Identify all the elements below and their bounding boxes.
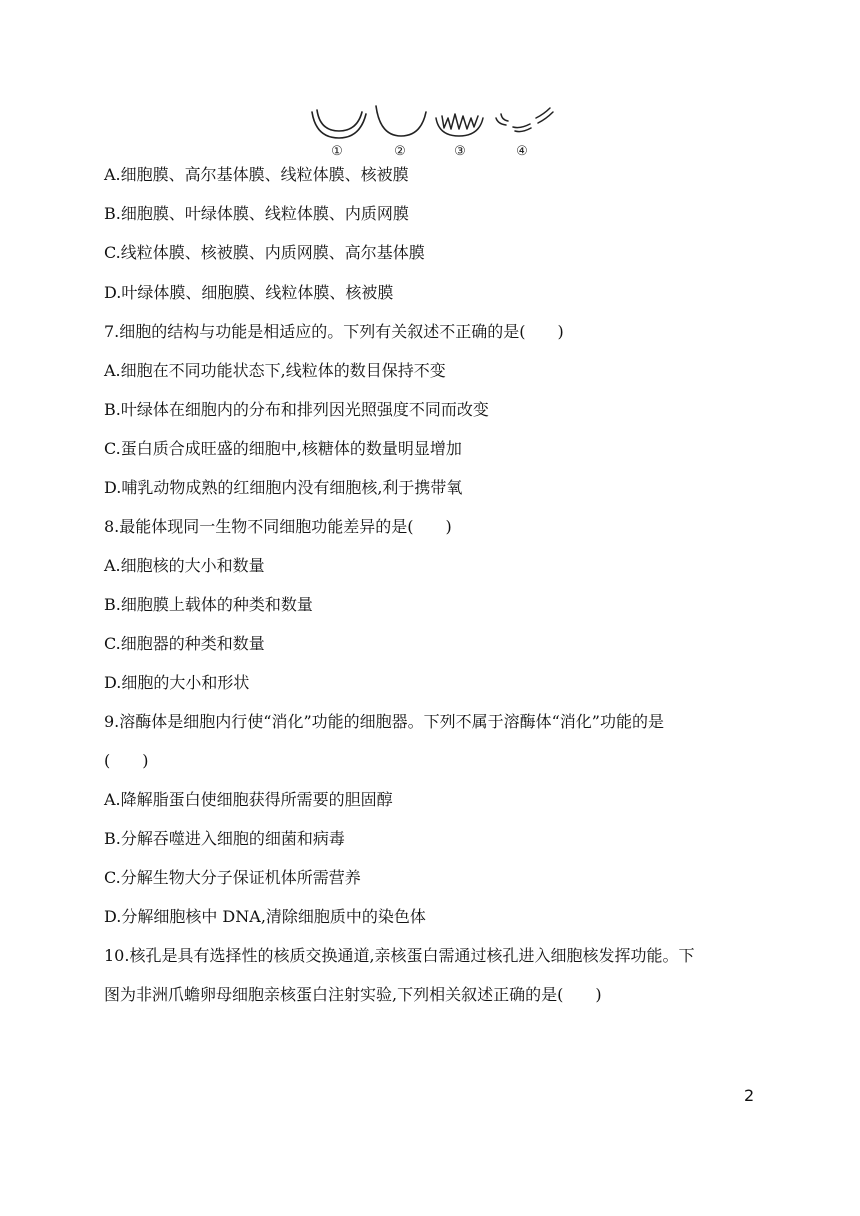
option-6a: A.细胞膜、高尔基体膜、线粒体膜、核被膜 (104, 165, 409, 184)
membrane-diagram-2 (376, 106, 426, 136)
membrane-structure-figure (308, 100, 558, 158)
option-8c: C.细胞器的种类和数量 (104, 634, 265, 653)
question-10-line-2: 图为非洲爪蟾卵母细胞亲核蛋白注射实验,下列相关叙述正确的是( ) (104, 985, 602, 1004)
option-7d: D.哺乳动物成熟的红细胞内没有细胞核,利于携带氧 (104, 478, 463, 497)
membrane-diagram-4 (496, 108, 553, 132)
page-number: 2 (744, 1086, 755, 1105)
option-7c: C.蛋白质合成旺盛的细胞中,核糖体的数量明显增加 (104, 439, 462, 458)
question-9-bracket: ( ) (104, 751, 149, 770)
option-9d: D.分解细胞核中 DNA,清除细胞质中的染色体 (104, 907, 426, 926)
figure-label-4: ④ (516, 144, 528, 158)
option-6b: B.细胞膜、叶绿体膜、线粒体膜、内质网膜 (104, 204, 409, 223)
membrane-diagram-3 (436, 114, 483, 136)
option-8b: B.细胞膜上载体的种类和数量 (104, 595, 313, 614)
option-7a: A.细胞在不同功能状态下,线粒体的数目保持不变 (104, 361, 446, 380)
option-8a: A.细胞核的大小和数量 (104, 556, 265, 575)
membrane-diagram-1 (312, 110, 366, 138)
figure-label-3: ③ (454, 144, 466, 158)
option-7b: B.叶绿体在细胞内的分布和排列因光照强度不同而改变 (104, 400, 489, 419)
question-9: 9.溶酶体是细胞内行使“消化”功能的细胞器。下列不属于溶酶体“消化”功能的是 (104, 712, 664, 731)
option-9a: A.降解脂蛋白使细胞获得所需要的胆固醇 (104, 790, 393, 809)
question-7: 7.细胞的结构与功能是相适应的。下列有关叙述不正确的是( ) (104, 322, 564, 341)
question-8: 8.最能体现同一生物不同细胞功能差异的是( ) (104, 517, 452, 536)
option-8d: D.细胞的大小和形状 (104, 673, 250, 692)
question-10-line-1: 10.核孔是具有选择性的核质交换通道,亲核蛋白需通过核孔进入细胞核发挥功能。下 (104, 946, 695, 965)
option-9b: B.分解吞噬进入细胞的细菌和病毒 (104, 829, 345, 848)
option-6d: D.叶绿体膜、细胞膜、线粒体膜、核被膜 (104, 283, 394, 302)
figure-label-2: ② (394, 144, 406, 158)
option-9c: C.分解生物大分子保证机体所需营养 (104, 868, 361, 887)
figure-label-1: ① (331, 144, 343, 158)
option-6c: C.线粒体膜、核被膜、内质网膜、高尔基体膜 (104, 243, 425, 262)
